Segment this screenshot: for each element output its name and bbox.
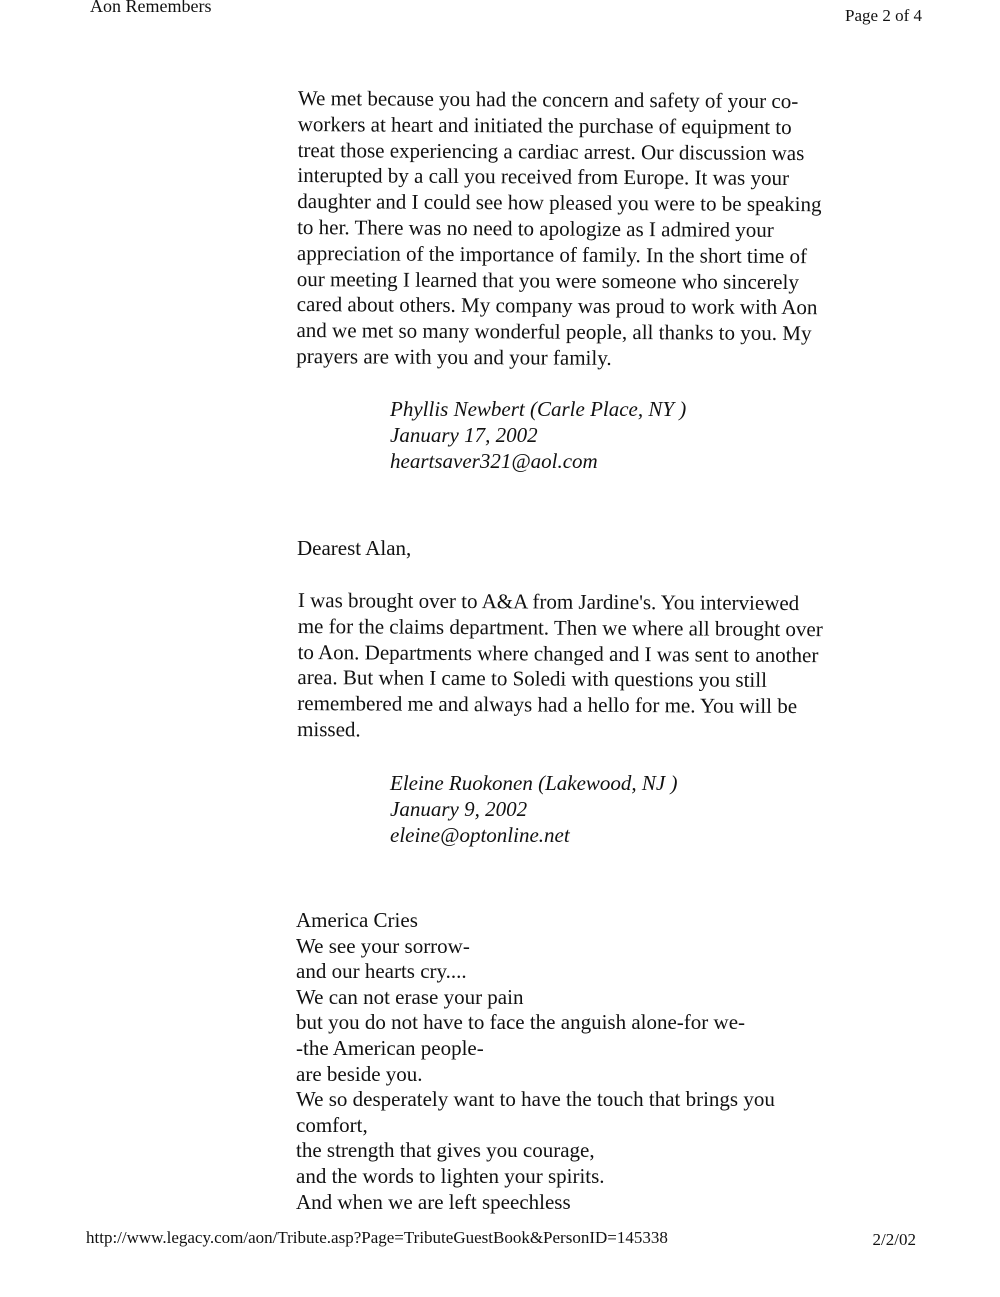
text-line: workers at heart and initiated the purchase of equipment to (297, 111, 792, 139)
poem-title: America Cries (296, 908, 418, 932)
text-line: interupted by a call you received from Europe. It was your (297, 163, 790, 191)
poem-line: are beside you. (296, 1061, 423, 1086)
poem-line: but you do not have to face the anguish alone-for we- (296, 1010, 746, 1035)
tribute-entry-2-body (297, 588, 898, 746)
poem-line: comfort, (296, 1112, 368, 1137)
signature-email: eleine@optonline.net (390, 823, 570, 847)
tribute-entry-2-signature (390, 770, 678, 848)
poem-line: -the American people- (296, 1035, 484, 1060)
page-number: Page 2 of 4 (845, 6, 922, 25)
poem-line: and our hearts cry.... (296, 959, 467, 984)
tribute-entry-2-greeting: Dearest Alan, (297, 536, 412, 560)
text-line: I was brought over to A&A from Jardine's. You interviewed (297, 588, 800, 616)
poem-line: We can not erase your pain (296, 984, 524, 1009)
text-line: prayers are with you and your family. (296, 343, 612, 370)
tribute-entry-1-body (296, 86, 898, 373)
tribute-entry-3-poem (296, 908, 775, 1215)
poem-line: and the words to lighten your spirits. (296, 1163, 605, 1188)
text-line: missed. (297, 716, 361, 742)
footer-url: http://www.legacy.com/aon/Tribute.asp?Page=TributeGuestBook&PersonID=145338 (86, 1228, 668, 1247)
signature-name: Eleine Ruokonen (Lakewood, NJ ) (390, 771, 678, 795)
poem-line: And when we are left speechless (296, 1189, 571, 1214)
text-line: our meeting I learned that you were someone who sincerely (296, 266, 799, 294)
text-line: remembered me and always had a hello for me. You will be (297, 691, 798, 719)
page-header-title: Aon Remembers (90, 0, 212, 16)
text-line: daughter and I could see how pleased you were to be speaking (297, 189, 822, 217)
text-line: appreciation of the importance of family. In the short time of (296, 240, 808, 268)
text-line: We met because you had the concern and safety of your co- (297, 86, 799, 114)
signature-name: Phyllis Newbert (Carle Place, NY ) (390, 397, 687, 421)
text-line: and we met so many wonderful people, all thanks to you. My (296, 318, 812, 346)
signature-email: heartsaver321@aol.com (390, 449, 598, 473)
footer-date: 2/2/02 (872, 1230, 916, 1249)
text-line: treat those experiencing a cardiac arrest. Our discussion was (297, 137, 805, 165)
text-line: to her. There was no need to apologize as I admired your (297, 214, 774, 242)
signature-date: January 9, 2002 (390, 797, 528, 821)
text-line: to Aon. Departments where changed and I was sent to another (297, 639, 819, 667)
poem-line: the strength that gives you courage, (296, 1138, 595, 1163)
signature-date: January 17, 2002 (390, 423, 538, 447)
text-line: cared about others. My company was proud to work with Aon (296, 292, 818, 320)
poem-line: We so desperately want to have the touch that brings you (296, 1087, 775, 1112)
text-line: me for the claims department. Then we where all brought over (297, 613, 823, 642)
poem-line: We see your sorrow- (296, 933, 470, 958)
text-line: area. But when I came to Soledi with questions you still (297, 665, 768, 693)
tribute-entry-1-signature (390, 396, 686, 474)
